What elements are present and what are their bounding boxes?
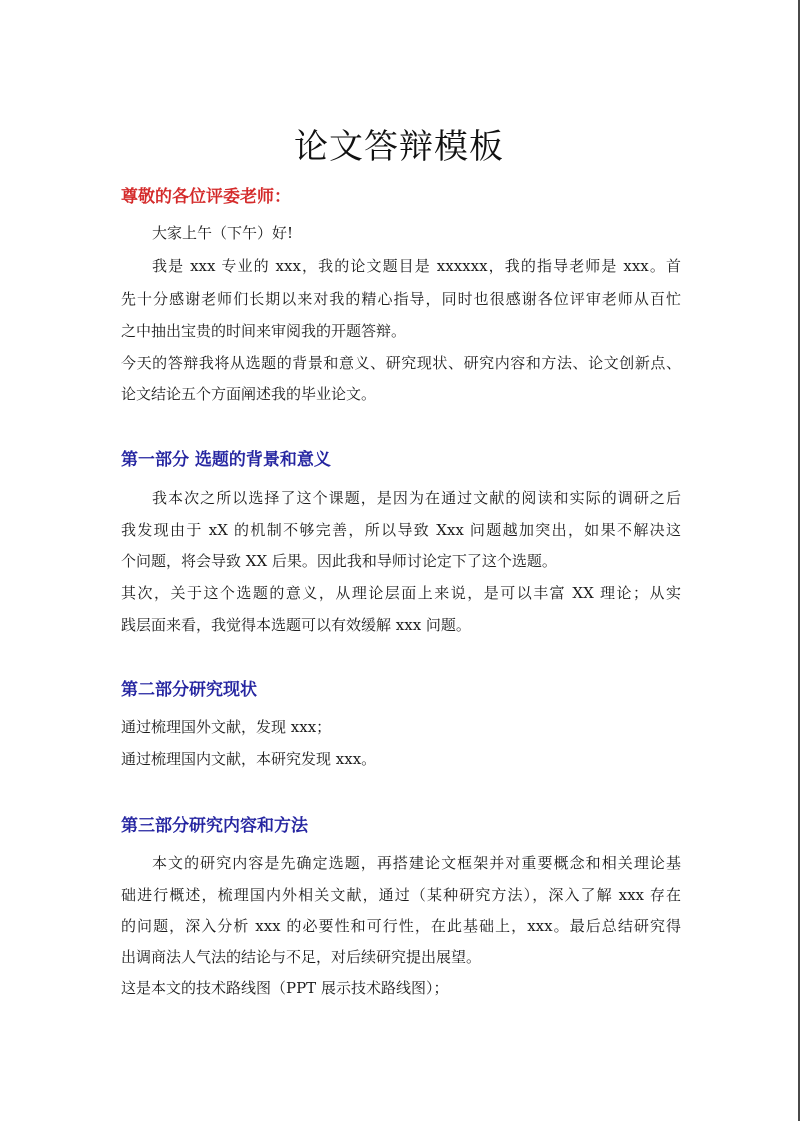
section-heading: 第二部分研究现状 [121,680,257,700]
section-line: 本文的研究内容是先确定选题，再搭建论文框架并对重要概念和相关理论基 [152,854,681,872]
section-line: 这是本文的技术路线图（PPT 展示技术路线图）； [121,979,449,997]
section-line: 础进行概述，梳理国内外相关文献，通过（某种研究方法），深入了解 xxx 存在 [121,886,681,904]
intro-line: 大家上午（下午）好! [152,224,294,242]
document-title: 论文答辩模板 [294,126,504,167]
section-line: 其次，关于这个选题的意义，从理论层面上来说，是可以丰富 XX 理论；从实 [121,584,681,602]
intro-line: 论文结论五个方面阐述我的毕业论文。 [121,385,377,403]
section-heading: 第三部分研究内容和方法 [121,816,308,836]
section-line: 通过梳理国外文献，发现 xxx； [121,718,332,736]
section-line: 通过梳理国内文献，本研究发现 xxx。 [121,750,377,768]
intro-line: 我是 xxx 专业的 xxx，我的论文题目是 xxxxxx，我的指导老师是 xxx。首 [152,257,681,275]
intro-line: 先十分感谢老师们长期以来对我的精心指导，同时也很感谢各位评审老师从百忙 [121,290,681,308]
section-heading: 第一部分 选题的背景和意义 [121,450,331,470]
section-line: 我发现由于 xX 的机制不够完善，所以导致 Xxx 问题越加突出，如果不解决这 [121,521,681,539]
section-line: 我本次之所以选择了这个课题，是因为在通过文献的阅读和实际的调研之后 [152,489,681,507]
section-line: 践层面来看，我觉得本选题可以有效缓解 xxx 问题。 [121,616,471,634]
section-line: 的问题，深入分析 xxx 的必要性和可行性，在此基础上，xxx。最后总结研究得 [121,917,681,935]
intro-line: 今天的答辩我将从选题的背景和意义、研究现状、研究内容和方法、论文创新点、 [121,354,681,372]
intro-line: 之中抽出宝贵的时间来审阅我的开题答辩。 [121,322,407,340]
section-line: 出调商法人气法的结论与不足，对后续研究提出展望。 [121,948,482,966]
section-line: 个问题，将会导致 XX 后果。因此我和导师讨论定下了这个选题。 [121,552,557,570]
greeting-heading: 尊敬的各位评委老师： [121,187,291,207]
